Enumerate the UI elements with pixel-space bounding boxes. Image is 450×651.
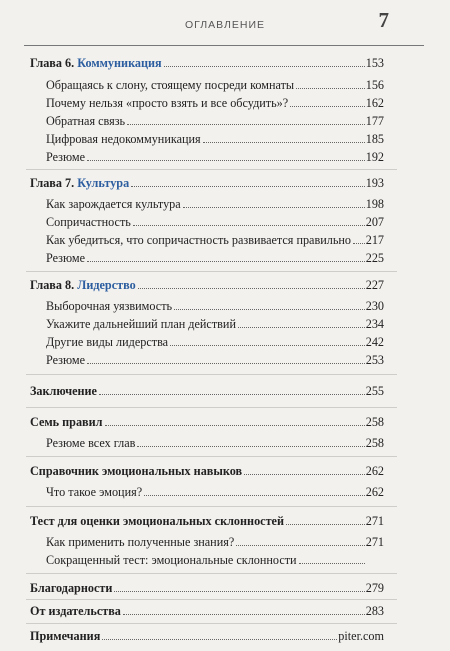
leader-dots	[123, 614, 365, 615]
chapter-7-label: Глава 7. Культура	[30, 176, 130, 190]
leader-dots	[133, 225, 365, 226]
toc-entry[interactable]	[46, 150, 384, 165]
section-divider	[26, 407, 397, 408]
toc-entry[interactable]	[46, 251, 384, 266]
page-ref: 255	[365, 384, 384, 398]
toc-chapter-7[interactable]	[30, 176, 384, 191]
toc-publisher[interactable]	[30, 604, 384, 619]
leader-dots	[353, 243, 365, 244]
page-ref: 230	[365, 299, 384, 313]
toc-entry[interactable]	[46, 78, 384, 93]
page-ref: 258	[365, 436, 384, 450]
toc-entry[interactable]	[46, 535, 384, 550]
page-ref: 262	[365, 485, 384, 499]
section-divider	[26, 456, 397, 457]
leader-dots	[127, 124, 365, 125]
toc-entry[interactable]	[46, 335, 384, 350]
leader-dots	[138, 288, 365, 289]
leader-dots	[87, 363, 365, 364]
page-ref: 283	[365, 604, 384, 618]
toc-entry[interactable]	[46, 353, 384, 368]
page-ref: piter.com	[338, 629, 384, 643]
page-ref: 271	[365, 535, 384, 549]
leader-dots	[238, 327, 365, 328]
leader-dots	[236, 545, 364, 546]
section-title: Справочник эмоциональных навыков	[30, 464, 243, 478]
toc-chapter-6[interactable]	[30, 56, 384, 71]
toc-entry[interactable]	[46, 114, 384, 129]
page-ref: 185	[365, 132, 384, 146]
entry-title: Как применить полученные знания?	[46, 535, 235, 549]
page-number: 7	[378, 8, 389, 32]
leader-dots	[102, 639, 337, 640]
entry-title: Резюме	[46, 251, 86, 265]
chapter-7-title: Культура	[77, 176, 130, 190]
toc-conclusion[interactable]	[30, 384, 384, 399]
section-divider	[26, 506, 397, 507]
entry-title: Обращаясь к слону, стоящему посреди комнаты	[46, 78, 295, 92]
leader-dots	[170, 345, 365, 346]
entry-title: Другие виды лидерства	[46, 335, 169, 349]
section-title: Благодарности	[30, 581, 113, 595]
toc-entry[interactable]	[46, 317, 384, 332]
entry-title: Выборочная уязвимость	[46, 299, 173, 313]
chapter-8-title: Лидерство	[77, 278, 136, 292]
entry-title: Резюме всех глав	[46, 436, 136, 450]
page-ref: 258	[365, 415, 384, 429]
page-ref: 234	[365, 317, 384, 331]
page-ref: 262	[365, 464, 384, 478]
leader-dots	[144, 495, 365, 496]
toc-entry[interactable]	[46, 485, 384, 500]
page-ref: 279	[365, 581, 384, 595]
entry-title: Что такое эмоция?	[46, 485, 143, 499]
page-ref: 162	[365, 96, 384, 110]
leader-dots	[174, 309, 365, 310]
section-divider	[26, 169, 397, 170]
leader-dots	[164, 66, 365, 67]
section-title: Примечания	[30, 629, 101, 643]
section-title: От издательства	[30, 604, 121, 618]
section-divider	[26, 374, 397, 375]
section-divider	[26, 599, 397, 600]
section-title: Тест для оценки эмоциональных склонностей	[30, 514, 284, 528]
entry-title: Укажите дальнейший план действий	[46, 317, 236, 331]
toc-entry[interactable]	[46, 132, 384, 147]
page-ref: 153	[365, 56, 384, 70]
toc-test[interactable]	[30, 514, 384, 529]
page-ref: 193	[365, 176, 384, 190]
entry-title: Сокращенный тест: эмоциональные склонности	[46, 553, 297, 567]
page-ref: 225	[365, 251, 384, 265]
toc-entry[interactable]	[46, 96, 384, 111]
page-ref: 253	[365, 353, 384, 367]
page-ref: 192	[365, 150, 384, 164]
chapter-6-label: Глава 6. Коммуникация	[30, 56, 162, 70]
leader-dots	[137, 446, 364, 447]
leader-dots	[131, 186, 365, 187]
page-ref: 198	[365, 197, 384, 211]
header-rule	[24, 45, 424, 46]
entry-title: Цифровая недокоммуникация	[46, 132, 201, 146]
leader-dots	[286, 524, 365, 525]
entry-title: Как убедиться, что сопричастность развивается правильно	[46, 233, 351, 247]
running-header-title: ОГЛАВЛЕНИЕ	[184, 19, 266, 31]
page-ref: 227	[365, 278, 384, 292]
leader-dots	[99, 394, 365, 395]
entry-title: Почему нельзя «просто взять и все обсудить»?	[46, 96, 289, 110]
toc-entry[interactable]	[46, 233, 384, 248]
toc-entry[interactable]	[46, 197, 384, 212]
leader-dots	[290, 106, 365, 107]
toc-notes[interactable]	[30, 629, 384, 644]
page-ref: 217	[365, 233, 384, 247]
toc-entry[interactable]	[46, 215, 384, 230]
section-title: Заключение	[30, 384, 97, 398]
toc-chapter-8[interactable]	[30, 278, 384, 293]
leader-dots	[87, 261, 365, 262]
toc-thanks[interactable]	[30, 581, 384, 596]
page-ref: 242	[365, 335, 384, 349]
entry-title: Сопричастность	[46, 215, 131, 229]
section-title: Семь правил	[30, 415, 103, 429]
leader-dots	[299, 563, 365, 564]
leader-dots	[203, 142, 365, 143]
toc-handbook[interactable]	[30, 464, 384, 479]
leader-dots	[244, 474, 365, 475]
section-divider	[26, 623, 397, 624]
leader-dots	[183, 207, 365, 208]
section-divider	[26, 271, 397, 272]
chapter-8-label: Глава 8. Лидерство	[30, 278, 136, 292]
toc-seven-rules[interactable]	[30, 415, 384, 430]
leader-dots	[87, 160, 365, 161]
page-ref: 207	[365, 215, 384, 229]
page-ref: 156	[365, 78, 384, 92]
entry-title: Как зарождается культура	[46, 197, 181, 211]
page-ref: 271	[365, 514, 384, 528]
entry-title: Резюме	[46, 150, 86, 164]
page-ref: 177	[365, 114, 384, 128]
section-divider	[26, 573, 397, 574]
leader-dots	[105, 425, 365, 426]
entry-title: Обратная связь	[46, 114, 126, 128]
chapter-6-title: Коммуникация	[77, 56, 162, 70]
toc-entry[interactable]	[46, 436, 384, 451]
toc-entry[interactable]	[46, 299, 384, 314]
entry-title: Резюме	[46, 353, 86, 367]
leader-dots	[114, 591, 364, 592]
toc-entry[interactable]	[46, 553, 384, 568]
leader-dots	[296, 88, 365, 89]
